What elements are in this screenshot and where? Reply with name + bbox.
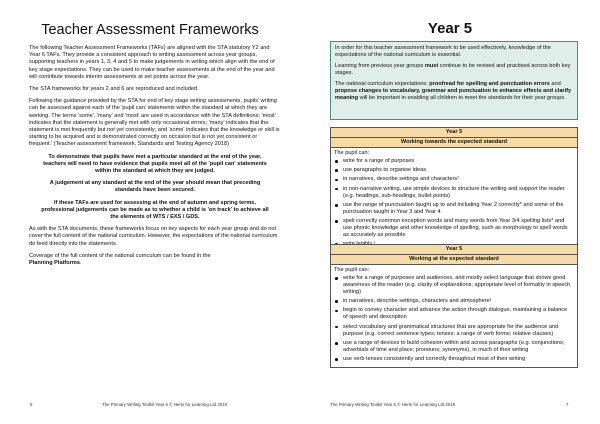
page-title: Teacher Assessment Frameworks bbox=[41, 22, 259, 38]
pupil-can-label: The pupil can: bbox=[334, 150, 370, 156]
list-item: spell correctly common exception words and many words from Year 3/4 spelling lists* and use phonic knowledge and other knowledge of spelling, such as morphology to spell words as accurately as possible bbox=[343, 218, 573, 239]
intro-text: continue to be revised and practised across both key stages. bbox=[335, 63, 571, 76]
table-standard-header: Working towards the expected standard bbox=[331, 138, 577, 148]
year-title: Year 5 bbox=[427, 20, 473, 37]
right-page-number: 7 bbox=[566, 402, 569, 407]
statement-list bbox=[331, 157, 577, 252]
list-item: use verb tenses consistently and correctly throughout most of their writing bbox=[343, 356, 573, 363]
left-page-number: 6 bbox=[30, 402, 33, 407]
list-item: use a range of devices to build cohesion within and across paragraphs (e.g. conjunctions; adverbials of time and place; pronouns; synonyms), in much of their writing bbox=[343, 340, 573, 354]
intro-expectations bbox=[335, 81, 573, 102]
intro-text: will be important in enabling all children to meet the standards for their year groups. bbox=[358, 95, 566, 101]
table-year-header: Year 5 bbox=[331, 245, 577, 255]
list-item: write for a range of purposes bbox=[343, 158, 573, 165]
left-footer: The Primary Writing Toolkit Year 5 © Herts for Learning Ltd 2019 bbox=[102, 402, 228, 407]
wts-table bbox=[330, 127, 578, 253]
proofread-emphasis: proofread for spelling and punctuation errors bbox=[429, 81, 550, 87]
exs-table bbox=[330, 244, 578, 368]
intro-knowledge: In order for this teacher assessment framework to be used effectively, knowledge of the expectations of the national curriculum is essential. bbox=[335, 45, 551, 58]
list-item: begin to convey character and advance the action through dialogue, maintaining a balance of speech and description bbox=[343, 307, 573, 321]
list-item: in narratives, describe settings, characters and atmosphere¹ bbox=[343, 298, 573, 305]
list-item: in non-narrative writing, use simple devices to structure the writing and support the reader (e.g. headings, sub-headings, bullet points) bbox=[343, 186, 573, 200]
intro-text: and bbox=[549, 81, 561, 87]
left-body bbox=[29, 45, 281, 272]
guidance-paragraph: Following the guidance provided by the STA for end of key stage writing assessments, pupils' writing can be assessed against each of the 'pupil can' statements within the standard at which they are working. The terms 'some', 'many' and 'most' are used in accordance with the STA definitions; 'most' indicates that the statement is generally met with only occasional errors; 'many' indicates that the statement is met frequently but not yet consistently; and 'some' indicates that the knowledge or skill is starting to be acquired and is demonstrated correctly on occasion but is not yet consistent or frequent.' (Teacher assessment framework, Standards and Testing Agency 2018) bbox=[29, 98, 280, 148]
list-item: use paragraphs to organise ideas bbox=[343, 167, 573, 174]
preceding-standards-statement: A judgement at any standard at the end of the year should mean that preceding standards have been secured. bbox=[49, 180, 261, 194]
list-item: in narratives, describe settings and characters¹ bbox=[343, 176, 573, 183]
planning-platforms-link[interactable]: Planning Platforms bbox=[29, 260, 80, 267]
platforms-paragraph bbox=[29, 253, 281, 267]
propose-changes-emphasis: propose changes to vocabulary, grammar and punctuation to enhance effects and clarify meaning bbox=[335, 88, 572, 101]
must-emphasis: must bbox=[424, 63, 439, 69]
sta-paragraph: The STA frameworks for years 2 and 6 are reproduced and included. bbox=[29, 86, 199, 93]
intro-box bbox=[330, 41, 578, 120]
statement-list bbox=[331, 274, 577, 367]
table-standard-header: Working at the expected standard bbox=[331, 255, 577, 265]
list-item: select vocabulary and grammatical structures that are appropriate for the audience and purpose (e.g. correct sentence types; tenses; a range of verb forms; relative clauses) bbox=[343, 324, 573, 338]
on-track-statement: If these TAFs are used for assessing at the end of autumn and spring terms, professional judgements can be made as to whether a child is 'on track' to achieve all the elements of WTS / EXS / GDS. bbox=[41, 199, 269, 221]
right-footer: The Primary Writing Toolkit Year 5 © Herts for Learning Ltd 2019 bbox=[330, 402, 456, 407]
intro-text: The national curriculum expectations: bbox=[335, 81, 430, 87]
table-year-header: Year 5 bbox=[331, 128, 577, 138]
list-item: write for a range of purposes and audiences, and mostly select language that shows good awareness of the reader (e.g. clarity of explanations; appropriate level of formality in speech writing) bbox=[343, 275, 573, 296]
intro-previous-learning bbox=[335, 63, 573, 77]
coverage-paragraph: As with the STA documents, these frameworks focus on key aspects for each year group and do not cover the full content of the national curriculum. However, the expectations of the national curriculum do feed directly into the statements. bbox=[29, 226, 278, 247]
platforms-period: . bbox=[79, 260, 82, 267]
list-item: use the range of punctuation taught up to and including Year 2 correctly* and some of the punctuation taught in Year 3 and Year 4 bbox=[343, 202, 573, 216]
pupil-can-label: The pupil can: bbox=[334, 267, 370, 273]
intro-text: Learning from previous year groups bbox=[335, 63, 425, 69]
intro-paragraph: The following Teacher Assessment Frameworks (TAFs) are aligned with the STA statutory Y2 and Year 6 TAFs. They provide a consistent approach to writing assessment across year groups, supporting teachers in years 1, 3, 4 and 5 to make judgements in writing which align with the end of key stage expectations. They can be used to make teacher assessments at the end of the year and will contribute towards interim assessments at set points across the year. bbox=[29, 45, 275, 80]
platforms-text: Coverage of the full content of the national curriculum can be found in the bbox=[29, 252, 211, 259]
evidence-statement: To demonstrate that pupils have met a particular standard at the end of the year, teachers will need to have evidence that pupils meet all of the 'pupil can' statements within the standard at which they are judged. bbox=[43, 153, 267, 175]
